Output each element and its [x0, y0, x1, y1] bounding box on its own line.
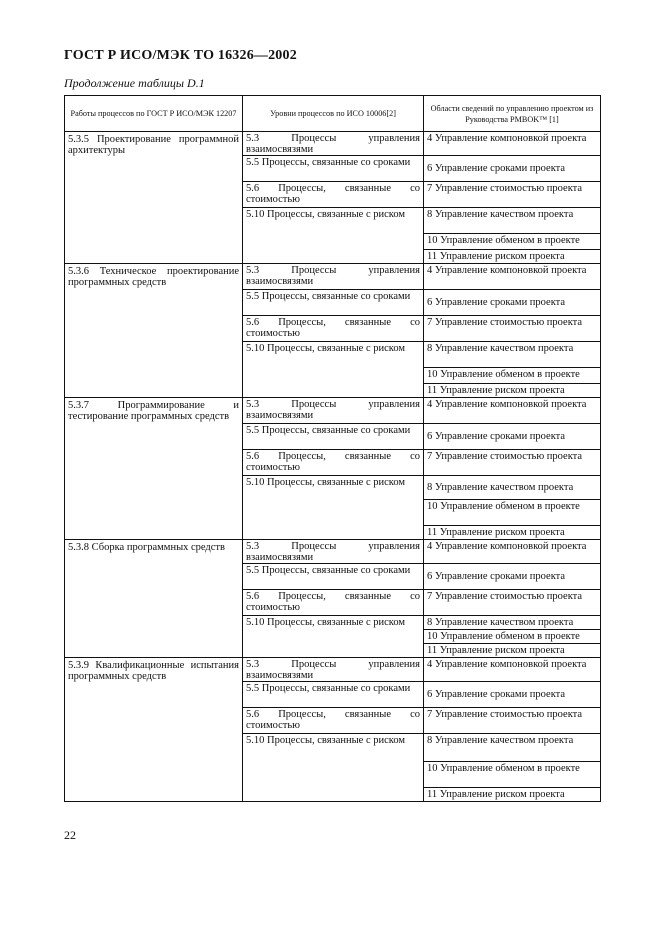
pmbok-area-cell: 4 Управление компоновкой проекта — [424, 658, 601, 682]
pmbok-area-cell: 4 Управление компоновкой проекта — [424, 132, 601, 156]
process-level-cell: 5.6 Процессы, связанные со стоимостью — [243, 708, 424, 734]
process-work-cell: 5.3.5 Проектирование программной архитектуры — [65, 132, 243, 264]
pmbok-area-cell: 11 Управление риском проекта — [424, 644, 601, 658]
page-number: 22 — [64, 828, 76, 842]
document-header: ГОСТ Р ИСО/МЭК ТО 16326—2002 — [64, 48, 297, 63]
pmbok-area-cell: 6 Управление сроками проекта — [424, 682, 601, 708]
pmbok-area-cell: 6 Управление сроками проекта — [424, 564, 601, 590]
process-level-cell: 5.6 Процессы, связанные со стоимостью — [243, 182, 424, 208]
pmbok-area-cell: 11 Управление риском проекта — [424, 384, 601, 398]
pmbok-area-cell: 11 Управление риском проекта — [424, 526, 601, 540]
processes-table — [64, 95, 601, 802]
process-work-cell: 5.3.7 Программирование и тестирование программных средств — [65, 398, 243, 540]
process-level-cell: 5.5 Процессы, связанные со сроками — [243, 290, 424, 316]
pmbok-area-cell: 7 Управление стоимостью проекта — [424, 316, 601, 342]
process-work-cell: 5.3.9 Квалификационные испытания программных средств — [65, 658, 243, 802]
table-row — [65, 658, 601, 682]
process-level-cell: 5.10 Процессы, связанные с риском — [243, 342, 424, 398]
pmbok-area-cell: 8 Управление качеством проекта — [424, 208, 601, 234]
process-level-cell: 5.3 Процессы управления взаимосвязями — [243, 398, 424, 424]
column-header-process-work: Работы процессов по ГОСТ Р ИСО/МЭК 12207 — [65, 96, 243, 132]
pmbok-area-cell: 7 Управление стоимостью проекта — [424, 590, 601, 616]
table-row — [65, 132, 601, 156]
pmbok-area-cell: 10 Управление обменом в проекте — [424, 762, 601, 788]
pmbok-area-cell: 8 Управление качеством проекта — [424, 616, 601, 630]
process-level-cell: 5.3 Процессы управления взаимосвязями — [243, 540, 424, 564]
process-level-cell: 5.3 Процессы управления взаимосвязями — [243, 132, 424, 156]
table-row — [65, 264, 601, 290]
process-level-cell: 5.6 Процессы, связанные со стоимостью — [243, 316, 424, 342]
process-level-cell: 5.5 Процессы, связанные со сроками — [243, 156, 424, 182]
process-level-cell: 5.10 Процессы, связанные с риском — [243, 734, 424, 802]
pmbok-area-cell: 8 Управление качеством проекта — [424, 476, 601, 500]
pmbok-area-cell: 8 Управление качеством проекта — [424, 342, 601, 368]
process-work-cell: 5.3.8 Сборка программных средств — [65, 540, 243, 658]
pmbok-area-cell: 6 Управление сроками проекта — [424, 290, 601, 316]
process-level-cell: 5.10 Процессы, связанные с риском — [243, 208, 424, 264]
column-header-process-level: Уровни процессов по ИСО 10006[2] — [243, 96, 424, 132]
column-header-pmbok-area: Области сведений по управлению проектом из Руководства PMBOK™ [1] — [424, 96, 601, 132]
process-level-cell: 5.5 Процессы, связанные со сроками — [243, 564, 424, 590]
process-level-cell: 5.3 Процессы управления взаимосвязями — [243, 658, 424, 682]
pmbok-area-cell: 11 Управление риском проекта — [424, 250, 601, 264]
process-work-cell: 5.3.6 Техническое проектирование программных средств — [65, 264, 243, 398]
table-header-row — [65, 96, 601, 132]
pmbok-area-cell: 11 Управление риском проекта — [424, 788, 601, 802]
pmbok-area-cell: 6 Управление сроками проекта — [424, 424, 601, 450]
table-row — [65, 540, 601, 564]
pmbok-area-cell: 6 Управление сроками проекта — [424, 156, 601, 182]
process-level-cell: 5.3 Процессы управления взаимосвязями — [243, 264, 424, 290]
process-level-cell: 5.10 Процессы, связанные с риском — [243, 476, 424, 540]
pmbok-area-cell: 7 Управление стоимостью проекта — [424, 182, 601, 208]
pmbok-area-cell: 10 Управление обменом в проекте — [424, 630, 601, 644]
pmbok-area-cell: 7 Управление стоимостью проекта — [424, 708, 601, 734]
pmbok-area-cell: 4 Управление компоновкой проекта — [424, 264, 601, 290]
table-continuation-caption: Продолжение таблицы D.1 — [64, 76, 205, 90]
process-level-cell: 5.10 Процессы, связанные с риском — [243, 616, 424, 658]
table-row — [65, 398, 601, 424]
pmbok-area-cell: 10 Управление обменом в проекте — [424, 234, 601, 250]
pmbok-area-cell: 10 Управление обменом в проекте — [424, 500, 601, 526]
process-level-cell: 5.5 Процессы, связанные со сроками — [243, 424, 424, 450]
process-level-cell: 5.5 Процессы, связанные со сроками — [243, 682, 424, 708]
pmbok-area-cell: 8 Управление качеством проекта — [424, 734, 601, 762]
pmbok-area-cell: 4 Управление компоновкой проекта — [424, 398, 601, 424]
process-level-cell: 5.6 Процессы, связанные со стоимостью — [243, 450, 424, 476]
pmbok-area-cell: 4 Управление компоновкой проекта — [424, 540, 601, 564]
pmbok-area-cell: 10 Управление обменом в проекте — [424, 368, 601, 384]
process-level-cell: 5.6 Процессы, связанные со стоимостью — [243, 590, 424, 616]
pmbok-area-cell: 7 Управление стоимостью проекта — [424, 450, 601, 476]
